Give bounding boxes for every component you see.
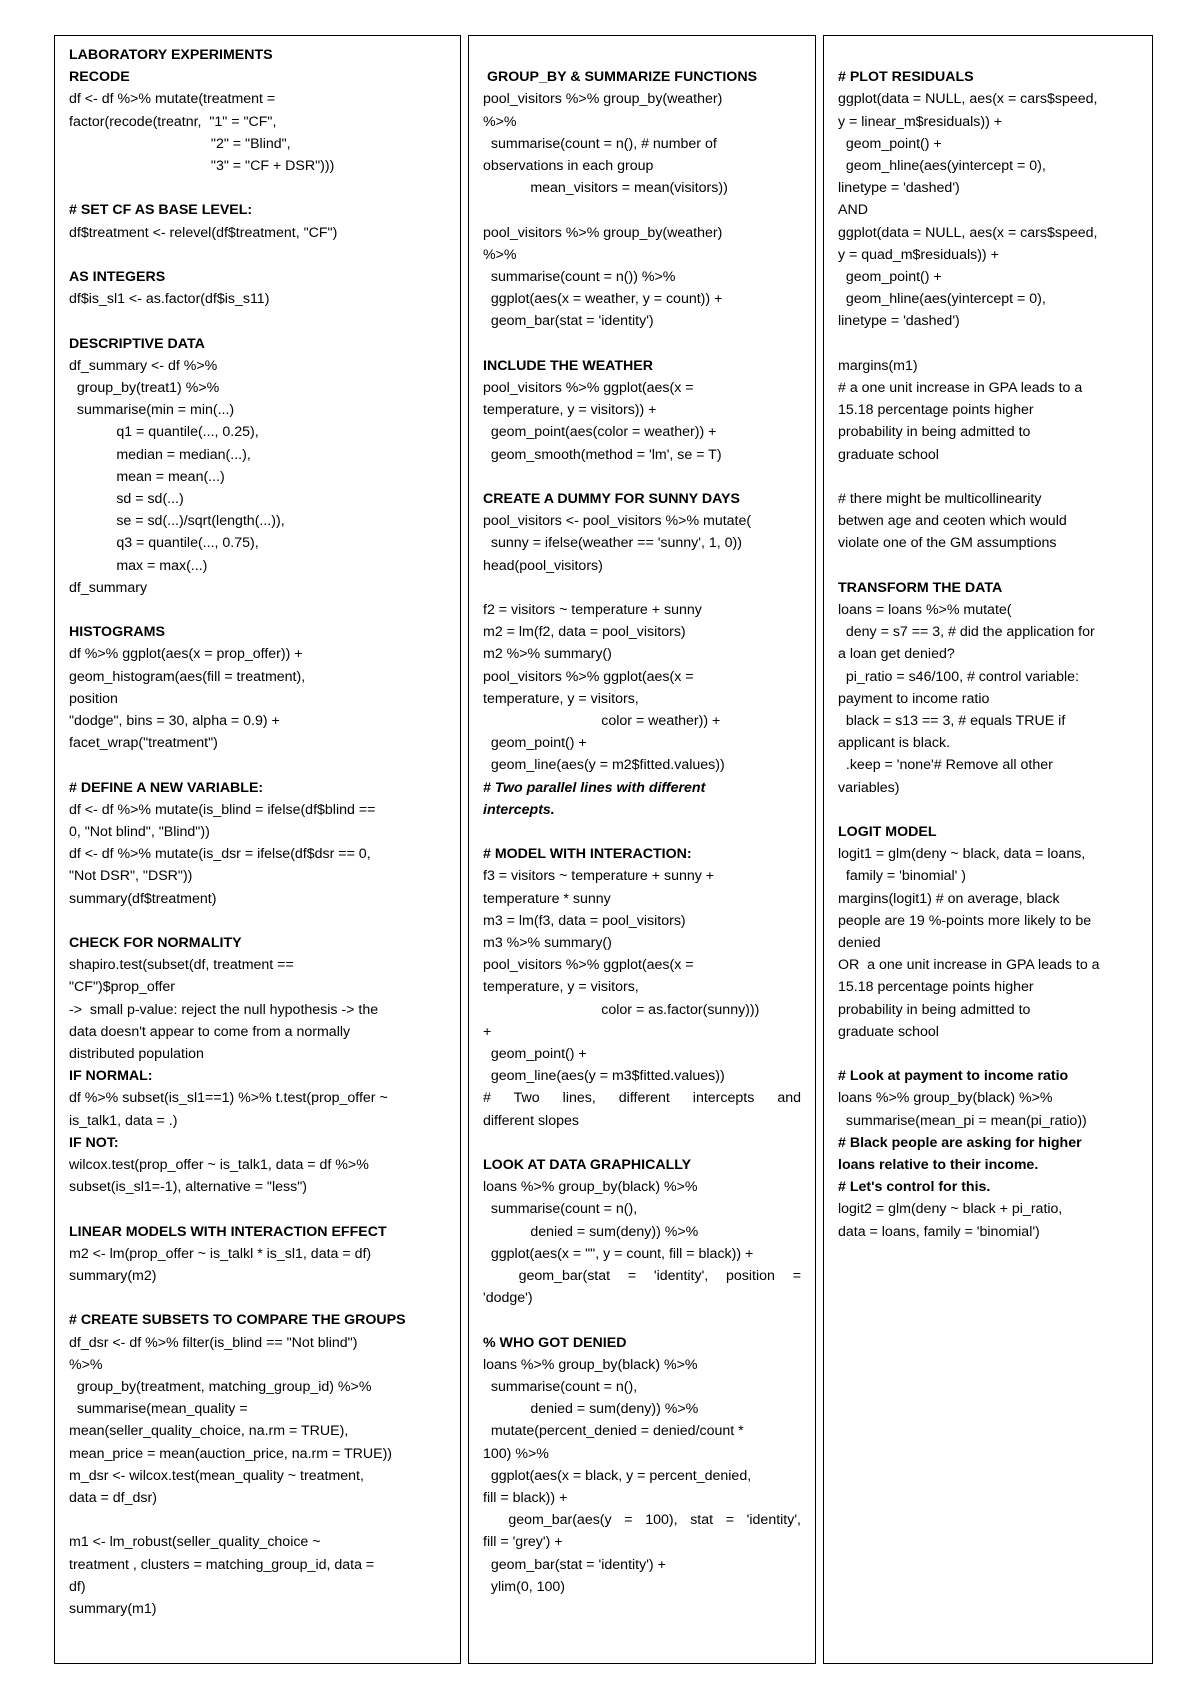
text-line: f2 = visitors ~ temperature + sunny xyxy=(483,602,702,618)
text-line: df <- df %>% mutate(is_dsr = ifelse(df$dsr == 0, xyxy=(69,846,371,863)
text-line: geom_hline(aes(yintercept = 0), xyxy=(838,158,1046,174)
text-line xyxy=(838,44,1138,66)
text-line: "3" = "CF + DSR"))) xyxy=(69,158,335,175)
text-line: geom_bar(stat = 'identity') xyxy=(483,313,654,330)
text-line: geom_point() + xyxy=(838,135,942,152)
text-line: loans %>% group_by(black) %>% xyxy=(838,1090,1053,1107)
text-line: denied = sum(deny)) %>% xyxy=(483,1401,699,1418)
text-line xyxy=(838,333,1138,355)
text-line: summarise(count = n(), xyxy=(483,1201,638,1218)
text-line: 15.18 percentage points higher xyxy=(838,979,1034,996)
text-line: family = 'binomial' ) xyxy=(838,868,967,885)
text-line: group_by(treat1) %>% xyxy=(69,380,220,396)
text-line: probability in being admitted to xyxy=(838,1001,1031,1018)
text-line: distributed population xyxy=(69,1046,204,1063)
text-line: shapiro.test(subset(df, treatment == xyxy=(69,957,294,974)
text-line xyxy=(69,1287,446,1309)
text-line xyxy=(483,333,801,355)
text-line: sunny = ifelse(weather == 'sunny', 1, 0)) xyxy=(483,535,742,552)
text-line: ggplot(aes(x = weather, y = count)) + xyxy=(483,291,723,308)
text-line: 'dodge') xyxy=(483,1290,533,1307)
section-heading: INCLUDE THE WEATHER xyxy=(483,357,653,374)
text-line: people are 19 %-points more likely to be xyxy=(838,912,1092,929)
text-line: graduate school xyxy=(838,446,939,463)
text-line xyxy=(483,1132,801,1154)
text-line: max = max(...) xyxy=(69,557,208,574)
text-line: temperature, y = visitors)) + xyxy=(483,402,657,419)
text-line: geom_line(aes(y = m3$fitted.values)) xyxy=(483,1068,725,1085)
section-heading: CHECK FOR NORMALITY xyxy=(69,935,242,952)
text-line: y = quad_m$residuals)) + xyxy=(838,246,999,263)
section-heading: DESCRIPTIVE DATA xyxy=(69,335,205,352)
text-line: pool_visitors %>% group_by(weather) xyxy=(483,91,723,108)
text-line: black = s13 == 3, # equals TRUE if xyxy=(838,713,1066,730)
text-line: "Not DSR", "DSR")) xyxy=(69,868,193,885)
section-heading: # Look at payment to income ratio xyxy=(838,1068,1069,1085)
section-heading: LINEAR MODELS WITH INTERACTION EFFECT xyxy=(69,1223,387,1240)
column-middle xyxy=(468,35,816,1664)
text-line: group_by(treatment, matching_group_id) %>% xyxy=(69,1379,372,1396)
text-line: ggplot(data = NULL, aes(x = cars$speed, xyxy=(838,91,1098,108)
text-line: f3 = visitors ~ temperature + sunny + xyxy=(483,868,715,885)
text-line: -> small p-value: reject the null hypothesis -> the xyxy=(69,1001,379,1018)
text-line: summarise(min = min(...) xyxy=(69,402,235,419)
text-line xyxy=(483,199,801,221)
section-heading: # PLOT RESIDUALS xyxy=(838,69,974,86)
text-line xyxy=(69,754,446,776)
section-heading: IF NORMAL: xyxy=(69,1068,153,1085)
text-line: intercepts. xyxy=(483,801,555,818)
text-line: df) xyxy=(69,1578,86,1595)
text-line: + xyxy=(483,1023,492,1040)
text-line: pi_ratio = s46/100, # control variable: xyxy=(838,668,1079,685)
text-line: df %>% subset(is_sl1==1) %>% t.test(prop_offer ~ xyxy=(69,1090,388,1107)
text-line: # Two lines, different intercepts and xyxy=(483,1090,801,1107)
text-line: %>% xyxy=(483,113,517,130)
section-heading: % WHO GOT DENIED xyxy=(483,1334,627,1351)
text-line: mean_visitors = mean(visitors)) xyxy=(483,180,728,197)
column-left xyxy=(54,35,461,1664)
text-line: temperature, y = visitors, xyxy=(483,690,639,707)
text-line: .keep = 'none'# Remove all other xyxy=(838,757,1053,774)
section-heading: loans relative to their income. xyxy=(838,1157,1039,1174)
text-line: m1 <- lm_robust(seller_quality_choice ~ xyxy=(69,1534,321,1551)
text-line: sd = sd(...) xyxy=(69,491,184,508)
section-heading: LABORATORY EXPERIMENTS xyxy=(69,47,273,63)
text-line: geom_bar(aes(y = 100), stat = 'identity', xyxy=(483,1512,801,1529)
text-line: mean(seller_quality_choice, na.rm = TRUE), xyxy=(69,1423,349,1440)
text-line: pool_visitors %>% ggplot(aes(x = xyxy=(483,957,694,974)
text-line: geom_point(aes(color = weather)) + xyxy=(483,424,717,441)
text-line xyxy=(69,310,446,332)
text-line: m3 = lm(f3, data = pool_visitors) xyxy=(483,912,686,929)
text-line: denied xyxy=(838,935,881,952)
text-line: summarise(mean_quality = xyxy=(69,1401,248,1418)
text-line: factor(recode(treatnr, "1" = "CF", xyxy=(69,113,277,130)
text-line: pool_visitors %>% group_by(weather) xyxy=(483,224,723,241)
text-line: temperature, y = visitors, xyxy=(483,979,639,996)
section-heading: AS INTEGERS xyxy=(69,269,166,285)
text-line: pool_visitors %>% ggplot(aes(x = xyxy=(483,380,694,396)
section-heading: LOGIT MODEL xyxy=(838,824,937,841)
text-line: position xyxy=(69,690,118,707)
text-line xyxy=(838,466,1138,488)
text-line xyxy=(483,1309,801,1331)
text-line: 100) %>% xyxy=(483,1445,549,1462)
text-line: payment to income ratio xyxy=(838,690,990,707)
text-line: color = weather)) + xyxy=(483,713,721,730)
text-line: loans %>% group_by(black) %>% xyxy=(483,1179,698,1196)
text-line: ggplot(aes(x = "", y = count, fill = black)) + xyxy=(483,1245,754,1262)
text-line: denied = sum(deny)) %>% xyxy=(483,1223,699,1240)
text-line xyxy=(69,1509,446,1531)
section-heading: IF NOT: xyxy=(69,1134,119,1151)
section-heading: HISTOGRAMS xyxy=(69,624,165,641)
text-line: probability in being admitted to xyxy=(838,424,1031,441)
text-line: df %>% ggplot(aes(x = prop_offer)) + xyxy=(69,646,303,663)
text-line xyxy=(483,821,801,843)
text-line: %>% xyxy=(69,1356,103,1373)
section-heading: # CREATE SUBSETS TO COMPARE THE GROUPS xyxy=(69,1312,406,1329)
text-line: # there might be multicollinearity xyxy=(838,491,1042,508)
text-line: m2 = lm(f2, data = pool_visitors) xyxy=(483,624,686,641)
text-line: loans = loans %>% mutate( xyxy=(838,602,1012,619)
text-line: applicant is black. xyxy=(838,735,950,752)
text-line: deny = s7 == 3, # did the application for xyxy=(838,624,1095,641)
text-line: m_dsr <- wilcox.test(mean_quality ~ treatment, xyxy=(69,1467,364,1484)
text-line: OR a one unit increase in GPA leads to a xyxy=(838,957,1100,974)
text-line: summarise(count = n(), # number of xyxy=(483,135,717,152)
text-line: pool_visitors <- pool_visitors %>% mutate( xyxy=(483,513,752,530)
text-line: is_talk1, data = .) xyxy=(69,1112,178,1129)
text-line: geom_smooth(method = 'lm', se = T) xyxy=(483,446,722,463)
text-line: df$is_sl1 <- as.factor(df$is_s11) xyxy=(69,291,270,308)
text-line: ggplot(data = NULL, aes(x = cars$speed, xyxy=(838,224,1098,241)
text-line: graduate school xyxy=(838,1023,939,1040)
text-line: data = loans, family = 'binomial') xyxy=(838,1223,1040,1240)
section-heading: # Black people are asking for higher xyxy=(838,1134,1082,1151)
text-line: q1 = quantile(..., 0.25), xyxy=(69,424,259,441)
text-line: variables) xyxy=(838,779,900,796)
text-line: median = median(...), xyxy=(69,446,251,463)
text-line: geom_line(aes(y = m2$fitted.values)) xyxy=(483,757,725,774)
text-line: wilcox.test(prop_offer ~ is_talk1, data = df %>% xyxy=(69,1157,369,1174)
text-line: ggplot(aes(x = black, y = percent_denied, xyxy=(483,1467,752,1484)
text-line: summarise(mean_pi = mean(pi_ratio)) xyxy=(838,1112,1087,1129)
text-line xyxy=(69,910,446,932)
text-line: mean_price = mean(auction_price, na.rm = TRUE)) xyxy=(69,1445,393,1462)
text-line: m2 %>% summary() xyxy=(483,646,612,663)
text-line: margins(m1) xyxy=(838,357,918,374)
text-line: mutate(percent_denied = denied/count * xyxy=(483,1423,744,1440)
text-line: "CF")$prop_offer xyxy=(69,979,176,996)
text-line: facet_wrap("treatment") xyxy=(69,735,218,752)
text-line: observations in each group xyxy=(483,158,654,174)
text-line: 0, "Not blind", "Blind")) xyxy=(69,824,210,841)
section-heading: # SET CF AS BASE LEVEL: xyxy=(69,202,253,219)
text-line: a loan get denied? xyxy=(838,646,955,663)
text-line: # Two parallel lines with different xyxy=(483,779,706,796)
text-line: "2" = "Blind", xyxy=(69,135,291,152)
section-heading: LOOK AT DATA GRAPHICALLY xyxy=(483,1157,692,1174)
text-line: AND xyxy=(838,202,868,219)
text-line: margins(logit1) # on average, black xyxy=(838,890,1060,907)
text-line xyxy=(838,555,1138,577)
text-line: geom_hline(aes(yintercept = 0), xyxy=(838,291,1046,308)
text-line: m2 <- lm(prop_offer ~ is_talkl * is_sl1, data = df) xyxy=(69,1245,372,1262)
text-line: different slopes xyxy=(483,1112,579,1129)
text-line xyxy=(838,799,1138,821)
text-line xyxy=(69,177,446,199)
text-line: df <- df %>% mutate(is_blind = ifelse(df$blind == xyxy=(69,801,376,818)
text-line: m3 %>% summary() xyxy=(483,935,612,952)
text-line: logit1 = glm(deny ~ black, data = loans, xyxy=(838,846,1086,863)
text-line: fill = black)) + xyxy=(483,1490,568,1507)
text-line xyxy=(483,577,801,599)
text-line xyxy=(69,599,446,621)
text-line: betwen age and ceoten which would xyxy=(838,513,1067,530)
text-line: linetype = 'dashed') xyxy=(838,180,960,197)
section-heading: TRANSFORM THE DATA xyxy=(838,579,1003,596)
text-line: df_summary xyxy=(69,579,148,596)
section-heading: # Let's control for this. xyxy=(838,1179,991,1196)
text-line: df$treatment <- relevel(df$treatment, "CF") xyxy=(69,224,338,241)
text-line: "dodge", bins = 30, alpha = 0.9) + xyxy=(69,713,280,730)
text-line: summary(m2) xyxy=(69,1268,157,1285)
text-line xyxy=(69,244,446,266)
text-line: treatment , clusters = matching_group_id, data = xyxy=(69,1556,375,1573)
text-line: data doesn't appear to come from a normally xyxy=(69,1023,351,1040)
text-line: # a one unit increase in GPA leads to a xyxy=(838,380,1083,397)
text-line: subset(is_sl1=-1), alternative = "less") xyxy=(69,1179,307,1196)
text-line: geom_bar(stat = 'identity') + xyxy=(483,1556,666,1573)
text-line: fill = 'grey') + xyxy=(483,1534,563,1551)
text-line: ylim(0, 100) xyxy=(483,1578,566,1595)
text-line: geom_histogram(aes(fill = treatment), xyxy=(69,668,306,685)
text-line: df_summary <- df %>% xyxy=(69,357,218,374)
text-line: logit2 = glm(deny ~ black + pi_ratio, xyxy=(838,1201,1063,1218)
text-line: data = df_dsr) xyxy=(69,1490,157,1507)
section-heading: # MODEL WITH INTERACTION: xyxy=(483,846,692,863)
text-line: geom_point() + xyxy=(483,1046,587,1063)
text-line: geom_point() + xyxy=(483,735,587,752)
text-line: summarise(count = n()) %>% xyxy=(483,269,676,285)
text-line: summary(m1) xyxy=(69,1601,157,1618)
text-line xyxy=(838,1043,1138,1065)
text-line: geom_bar(stat = 'identity', position = xyxy=(483,1268,801,1285)
text-line: summary(df$treatment) xyxy=(69,890,217,907)
section-heading: RECODE xyxy=(69,69,130,86)
text-line: df <- df %>% mutate(treatment = xyxy=(69,91,276,108)
text-line: q3 = quantile(..., 0.75), xyxy=(69,535,259,552)
section-heading: GROUP_BY & SUMMARIZE FUNCTIONS xyxy=(483,69,758,86)
section-heading: CREATE A DUMMY FOR SUNNY DAYS xyxy=(483,491,740,507)
text-line: loans %>% group_by(black) %>% xyxy=(483,1356,698,1373)
text-line: linetype = 'dashed') xyxy=(838,313,960,330)
text-line: mean = mean(...) xyxy=(69,468,225,485)
text-line: pool_visitors %>% ggplot(aes(x = xyxy=(483,668,694,685)
text-line: 15.18 percentage points higher xyxy=(838,402,1034,419)
text-line: se = sd(...)/sqrt(length(...)), xyxy=(69,513,285,530)
text-line: summarise(count = n(), xyxy=(483,1379,638,1396)
text-line: violate one of the GM assumptions xyxy=(838,535,1057,552)
text-line: temperature * sunny xyxy=(483,890,611,907)
text-line: y = linear_m$residuals)) + xyxy=(838,113,1003,130)
text-line: color = as.factor(sunny))) xyxy=(483,1001,760,1018)
column-right xyxy=(823,35,1153,1664)
text-line xyxy=(69,1198,446,1220)
text-line: geom_point() + xyxy=(838,269,942,286)
text-line xyxy=(483,466,801,488)
text-line: df_dsr <- df %>% filter(is_blind == "Not blind") xyxy=(69,1334,358,1351)
text-line xyxy=(483,44,801,66)
text-line: head(pool_visitors) xyxy=(483,557,603,574)
section-heading: # DEFINE A NEW VARIABLE: xyxy=(69,779,264,796)
text-line: %>% xyxy=(483,246,517,263)
